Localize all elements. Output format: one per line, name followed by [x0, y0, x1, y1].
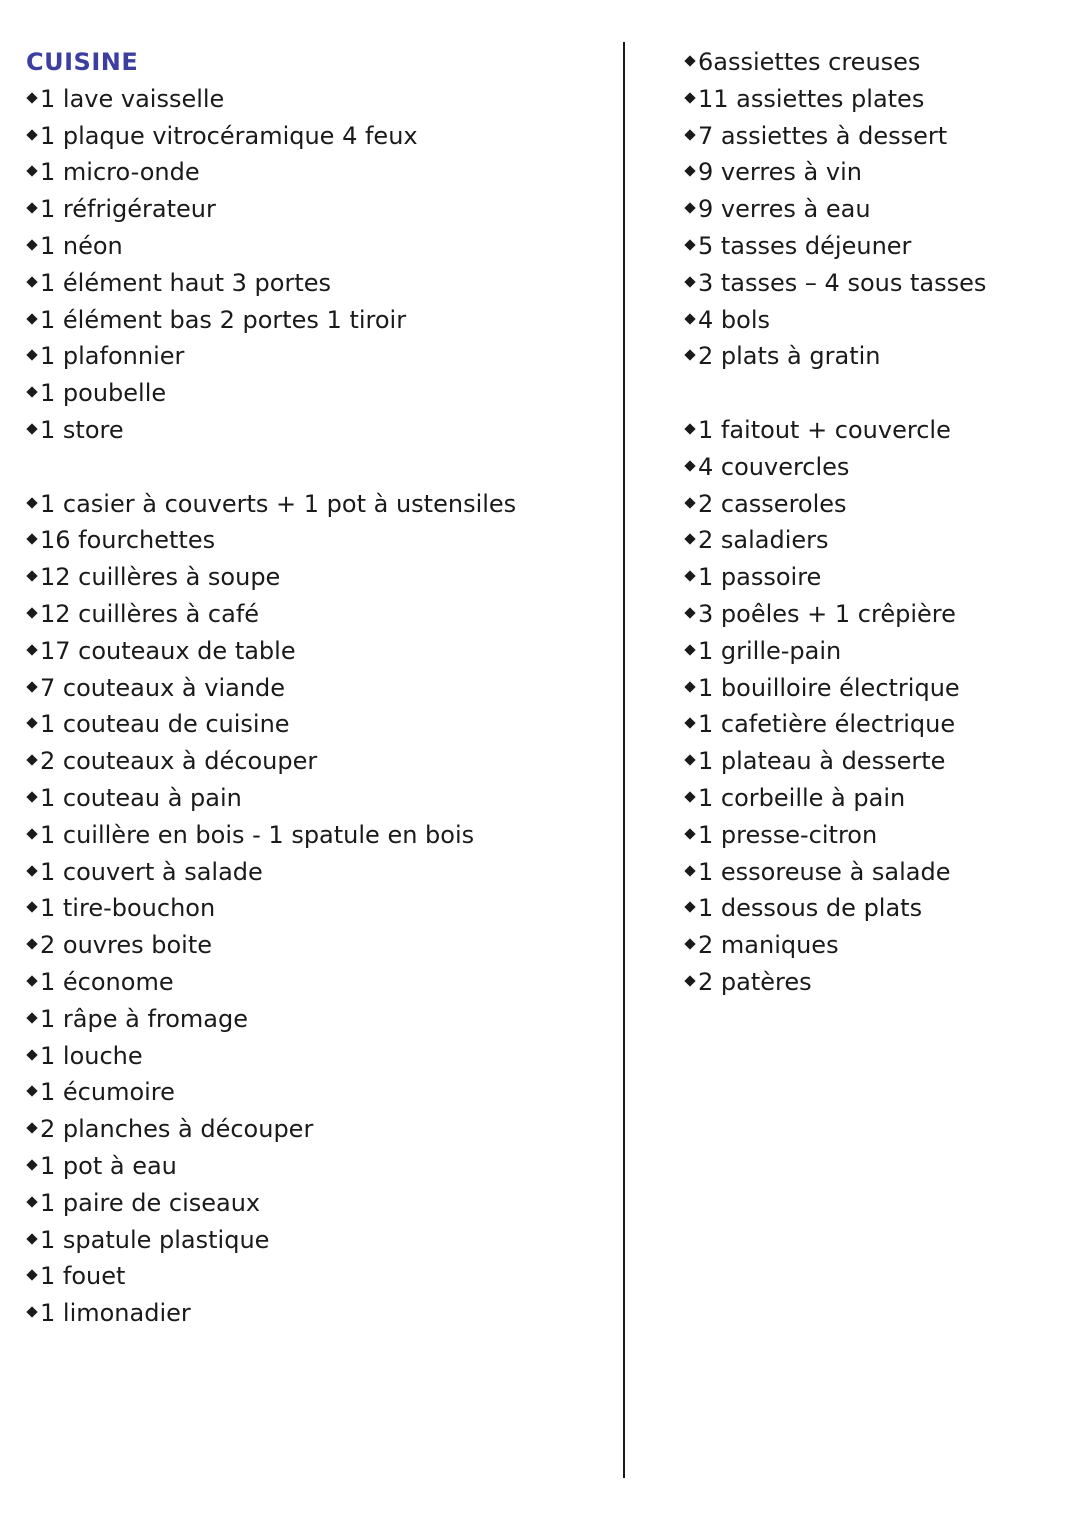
list-item [26, 154, 606, 191]
list-item [684, 743, 1064, 780]
list-item-text: 1 faitout + couvercle [698, 415, 951, 444]
list-item [684, 412, 1064, 449]
diamond-bullet-icon [26, 1270, 37, 1281]
list-item [26, 265, 606, 302]
diamond-bullet-icon [684, 129, 695, 140]
list-item [684, 817, 1064, 854]
section-heading: CUISINE [26, 48, 139, 76]
list-item [684, 633, 1064, 670]
diamond-bullet-icon [684, 975, 695, 986]
list-item-text: 1 lave vaisselle [40, 84, 225, 113]
list-item-text: 1 cafetière électrique [698, 710, 956, 739]
list-item [26, 1295, 606, 1332]
list-item [684, 706, 1064, 743]
diamond-bullet-icon [684, 276, 695, 287]
list-item [26, 1038, 606, 1075]
list-item-text: 2 planches à découper [40, 1115, 314, 1144]
list-item-text: 1 élément haut 3 portes [40, 268, 332, 297]
list-item [26, 743, 606, 780]
diamond-bullet-icon [26, 1306, 37, 1317]
diamond-bullet-icon [26, 276, 37, 287]
list-item-text: 1 plafonnier [40, 342, 185, 371]
diamond-bullet-icon [26, 239, 37, 250]
diamond-bullet-icon [684, 607, 695, 618]
diamond-bullet-icon [684, 313, 695, 324]
list-item [684, 964, 1064, 1001]
list-item-text: 12 cuillères à café [40, 599, 260, 628]
list-item-text: 9 verres à eau [698, 195, 871, 224]
diamond-bullet-icon [26, 902, 37, 913]
list-item [26, 1222, 606, 1259]
diamond-bullet-icon [26, 1012, 37, 1023]
diamond-bullet-icon [684, 423, 695, 434]
diamond-bullet-icon [26, 607, 37, 618]
list-item [26, 670, 606, 707]
diamond-bullet-icon [26, 1049, 37, 1060]
list-item [26, 1074, 606, 1111]
diamond-bullet-icon [684, 644, 695, 655]
diamond-bullet-icon [26, 350, 37, 361]
list-item [26, 1111, 606, 1148]
diamond-bullet-icon [26, 828, 37, 839]
list-item [684, 338, 1064, 375]
list-item-text: 7 couteaux à viande [40, 673, 286, 702]
list-item-text: 3 tasses – 4 sous tasses [698, 268, 987, 297]
list-item [26, 486, 606, 523]
list-item [26, 817, 606, 854]
diamond-bullet-icon [26, 718, 37, 729]
diamond-bullet-icon [684, 350, 695, 361]
right-column [684, 44, 1064, 1001]
list-item [684, 854, 1064, 891]
list-item-text: 1 couteau à pain [40, 783, 242, 812]
list-item-text: 1 poubelle [40, 379, 167, 408]
diamond-bullet-icon [26, 1233, 37, 1244]
list-item [26, 1148, 606, 1185]
list-item-text: 1 dessous de plats [698, 894, 923, 923]
list-item-text: 1 bouilloire électrique [698, 673, 960, 702]
list-item-text: 1 couvert à salade [40, 857, 263, 886]
list-item [684, 302, 1064, 339]
list-item-text: 1 passoire [698, 563, 822, 592]
diamond-bullet-icon [26, 791, 37, 802]
list-item-text: 1 cuillère en bois - 1 spatule en bois [40, 820, 475, 849]
list-item-text: 1 casier à couverts + 1 pot à ustensiles [40, 489, 517, 518]
list-item [684, 927, 1064, 964]
diamond-bullet-icon [26, 865, 37, 876]
list-item-text: 1 fouet [40, 1262, 126, 1291]
diamond-bullet-icon [684, 203, 695, 214]
list-item-text: 2 ouvres boite [40, 931, 212, 960]
diamond-bullet-icon [684, 239, 695, 250]
list-item-text: 1 couteau de cuisine [40, 710, 290, 739]
diamond-bullet-icon [26, 534, 37, 545]
list-item [684, 670, 1064, 707]
list-item-text: 3 poêles + 1 crêpière [698, 599, 956, 628]
list-item-text: 2 couteaux à découper [40, 747, 318, 776]
diamond-bullet-icon [26, 938, 37, 949]
list-item [26, 118, 606, 155]
diamond-bullet-icon [26, 1159, 37, 1170]
diamond-bullet-icon [26, 497, 37, 508]
list-item-text: 1 store [40, 415, 124, 444]
diamond-bullet-icon [26, 644, 37, 655]
list-item-text: 1 louche [40, 1041, 143, 1070]
diamond-bullet-icon [684, 570, 695, 581]
list-item-text: 1 économe [40, 967, 174, 996]
list-item [26, 81, 606, 118]
list-item [684, 596, 1064, 633]
list-item [684, 486, 1064, 523]
list-item-text: 5 tasses déjeuner [698, 231, 912, 260]
list-item-text: 1 limonadier [40, 1299, 191, 1328]
blank-line [684, 375, 1064, 412]
list-item-text: 12 cuillères à soupe [40, 563, 281, 592]
list-item [26, 522, 606, 559]
list-item [26, 854, 606, 891]
list-item-text: 1 presse-citron [698, 820, 878, 849]
list-item-text: 1 corbeille à pain [698, 783, 906, 812]
list-item-text: 2 maniques [698, 931, 839, 960]
list-item [26, 412, 606, 449]
diamond-bullet-icon [26, 570, 37, 581]
list-item-text: 1 pot à eau [40, 1151, 177, 1180]
diamond-bullet-icon [26, 1196, 37, 1207]
list-item-text: 1 néon [40, 231, 123, 260]
list-item-text: 7 assiettes à dessert [698, 121, 948, 150]
list-item [26, 890, 606, 927]
list-item-text: 17 couteaux de table [40, 636, 296, 665]
diamond-bullet-icon [684, 938, 695, 949]
list-item-text: 1 râpe à fromage [40, 1004, 248, 1033]
list-item-text: 1 réfrigérateur [40, 195, 216, 224]
diamond-bullet-icon [26, 754, 37, 765]
diamond-bullet-icon [684, 497, 695, 508]
list-item [684, 890, 1064, 927]
list-item [684, 228, 1064, 265]
list-item [684, 265, 1064, 302]
list-item [26, 633, 606, 670]
diamond-bullet-icon [26, 681, 37, 692]
list-item-text: 1 spatule plastique [40, 1225, 270, 1254]
diamond-bullet-icon [26, 313, 37, 324]
list-item [26, 191, 606, 228]
list-item [26, 338, 606, 375]
list-item [26, 1258, 606, 1295]
list-item [26, 228, 606, 265]
list-item-text: 4 couvercles [698, 452, 850, 481]
list-item-text: 1 tire-bouchon [40, 894, 216, 923]
diamond-bullet-icon [684, 718, 695, 729]
list-item-text: 1 plateau à desserte [698, 747, 946, 776]
list-item [684, 191, 1064, 228]
list-item-text: 2 plats à gratin [698, 342, 881, 371]
list-item-text: 2 saladiers [698, 526, 829, 555]
diamond-bullet-icon [26, 1122, 37, 1133]
list-item [26, 559, 606, 596]
list-item [26, 596, 606, 633]
diamond-bullet-icon [684, 460, 695, 471]
list-item-text: 1 micro-onde [40, 158, 200, 187]
list-item [26, 964, 606, 1001]
diamond-bullet-icon [26, 975, 37, 986]
column-divider [623, 42, 625, 1478]
list-item [684, 44, 1064, 81]
diamond-bullet-icon [684, 166, 695, 177]
diamond-bullet-icon [26, 92, 37, 103]
list-item [684, 154, 1064, 191]
list-item-text: 1 paire de ciseaux [40, 1188, 261, 1217]
diamond-bullet-icon [26, 166, 37, 177]
diamond-bullet-icon [684, 681, 695, 692]
diamond-bullet-icon [26, 387, 37, 398]
diamond-bullet-icon [684, 902, 695, 913]
diamond-bullet-icon [684, 754, 695, 765]
list-item [684, 449, 1064, 486]
list-item [26, 1185, 606, 1222]
list-item-text: 1 plaque vitrocéramique 4 feux [40, 121, 418, 150]
list-item [684, 522, 1064, 559]
diamond-bullet-icon [684, 828, 695, 839]
left-column [26, 44, 606, 1332]
list-item [26, 927, 606, 964]
list-item-text: 1 élément bas 2 portes 1 tiroir [40, 305, 407, 334]
list-item [684, 780, 1064, 817]
diamond-bullet-icon [26, 203, 37, 214]
list-item-text: 1 grille-pain [698, 636, 842, 665]
list-item [26, 706, 606, 743]
list-item [26, 375, 606, 412]
list-item-text: 16 fourchettes [40, 526, 216, 555]
list-item [684, 118, 1064, 155]
list-item-text: 11 assiettes plates [698, 84, 925, 113]
diamond-bullet-icon [684, 791, 695, 802]
list-item-text: 9 verres à vin [698, 158, 862, 187]
diamond-bullet-icon [26, 423, 37, 434]
diamond-bullet-icon [684, 55, 695, 66]
list-item-text: 6assiettes creuses [698, 48, 921, 76]
list-item [684, 81, 1064, 118]
diamond-bullet-icon [684, 92, 695, 103]
list-item [26, 780, 606, 817]
list-item-text: 2 casseroles [698, 489, 847, 518]
blank-line [26, 449, 606, 486]
diamond-bullet-icon [26, 1086, 37, 1097]
list-item-text: 4 bols [698, 305, 770, 334]
list-item-text: 1 essoreuse à salade [698, 857, 951, 886]
list-item-text: 1 écumoire [40, 1078, 175, 1107]
list-item [26, 1001, 606, 1038]
diamond-bullet-icon [684, 865, 695, 876]
diamond-bullet-icon [26, 129, 37, 140]
list-item [684, 559, 1064, 596]
list-item [26, 302, 606, 339]
list-item-text: 2 patères [698, 967, 812, 996]
diamond-bullet-icon [684, 534, 695, 545]
